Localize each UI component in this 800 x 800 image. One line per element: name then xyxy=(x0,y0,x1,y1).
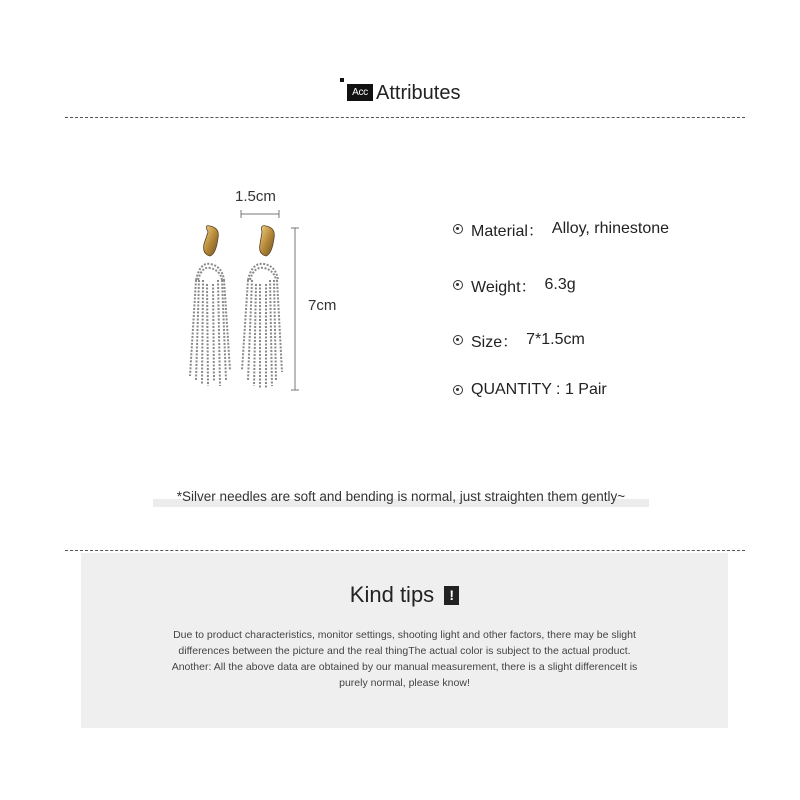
attribute-quantity xyxy=(453,379,615,401)
width-dimension-label: 1.5cm xyxy=(235,188,276,205)
bullet-icon xyxy=(453,385,463,395)
bullet-icon xyxy=(453,224,463,234)
attribute-value: Alloy, rhinestone xyxy=(551,220,670,237)
bottom-divider xyxy=(65,550,745,551)
bullet-icon xyxy=(453,280,463,290)
tips-line: purely normal, please know! xyxy=(339,677,470,689)
tips-line: Due to product characteristics, monitor settings, shooting light and other factors, there may be slight xyxy=(173,629,636,641)
section-title: Attributes xyxy=(376,82,461,104)
height-dimension-label: 7cm xyxy=(308,297,337,314)
attribute-weight xyxy=(453,274,576,296)
exclamation-icon: ! xyxy=(444,586,459,605)
top-divider xyxy=(65,117,745,118)
bullet-icon xyxy=(453,335,463,345)
attribute-size xyxy=(453,329,585,351)
tips-line: differences between the picture and the real thingThe actual color is subject to the actual product. xyxy=(178,645,631,657)
attribute-label: Material： xyxy=(471,222,544,240)
tips-line: Another: All the above data are obtained by our manual measurement, there is a slight differenceIt is xyxy=(171,661,638,673)
attribute-label: Weight： xyxy=(471,278,537,296)
kind-tips-heading xyxy=(81,581,728,608)
kind-tips-title: Kind tips xyxy=(349,582,435,608)
attribute-label: QUANTITY : 1 Pair xyxy=(471,381,607,398)
tassel-earrings-image xyxy=(180,180,360,400)
kind-tips-body xyxy=(121,627,688,691)
header-badge: Acc xyxy=(347,84,373,101)
kind-tips-box xyxy=(81,553,728,728)
attribute-material xyxy=(453,218,669,240)
header-dot xyxy=(340,78,344,82)
attribute-value: 7*1.5cm xyxy=(526,331,585,348)
care-note: *Silver needles are soft and bending is normal, just straighten them gently~ xyxy=(153,487,649,507)
attribute-value: 6.3g xyxy=(544,276,576,293)
attribute-label: Size： xyxy=(471,333,519,351)
